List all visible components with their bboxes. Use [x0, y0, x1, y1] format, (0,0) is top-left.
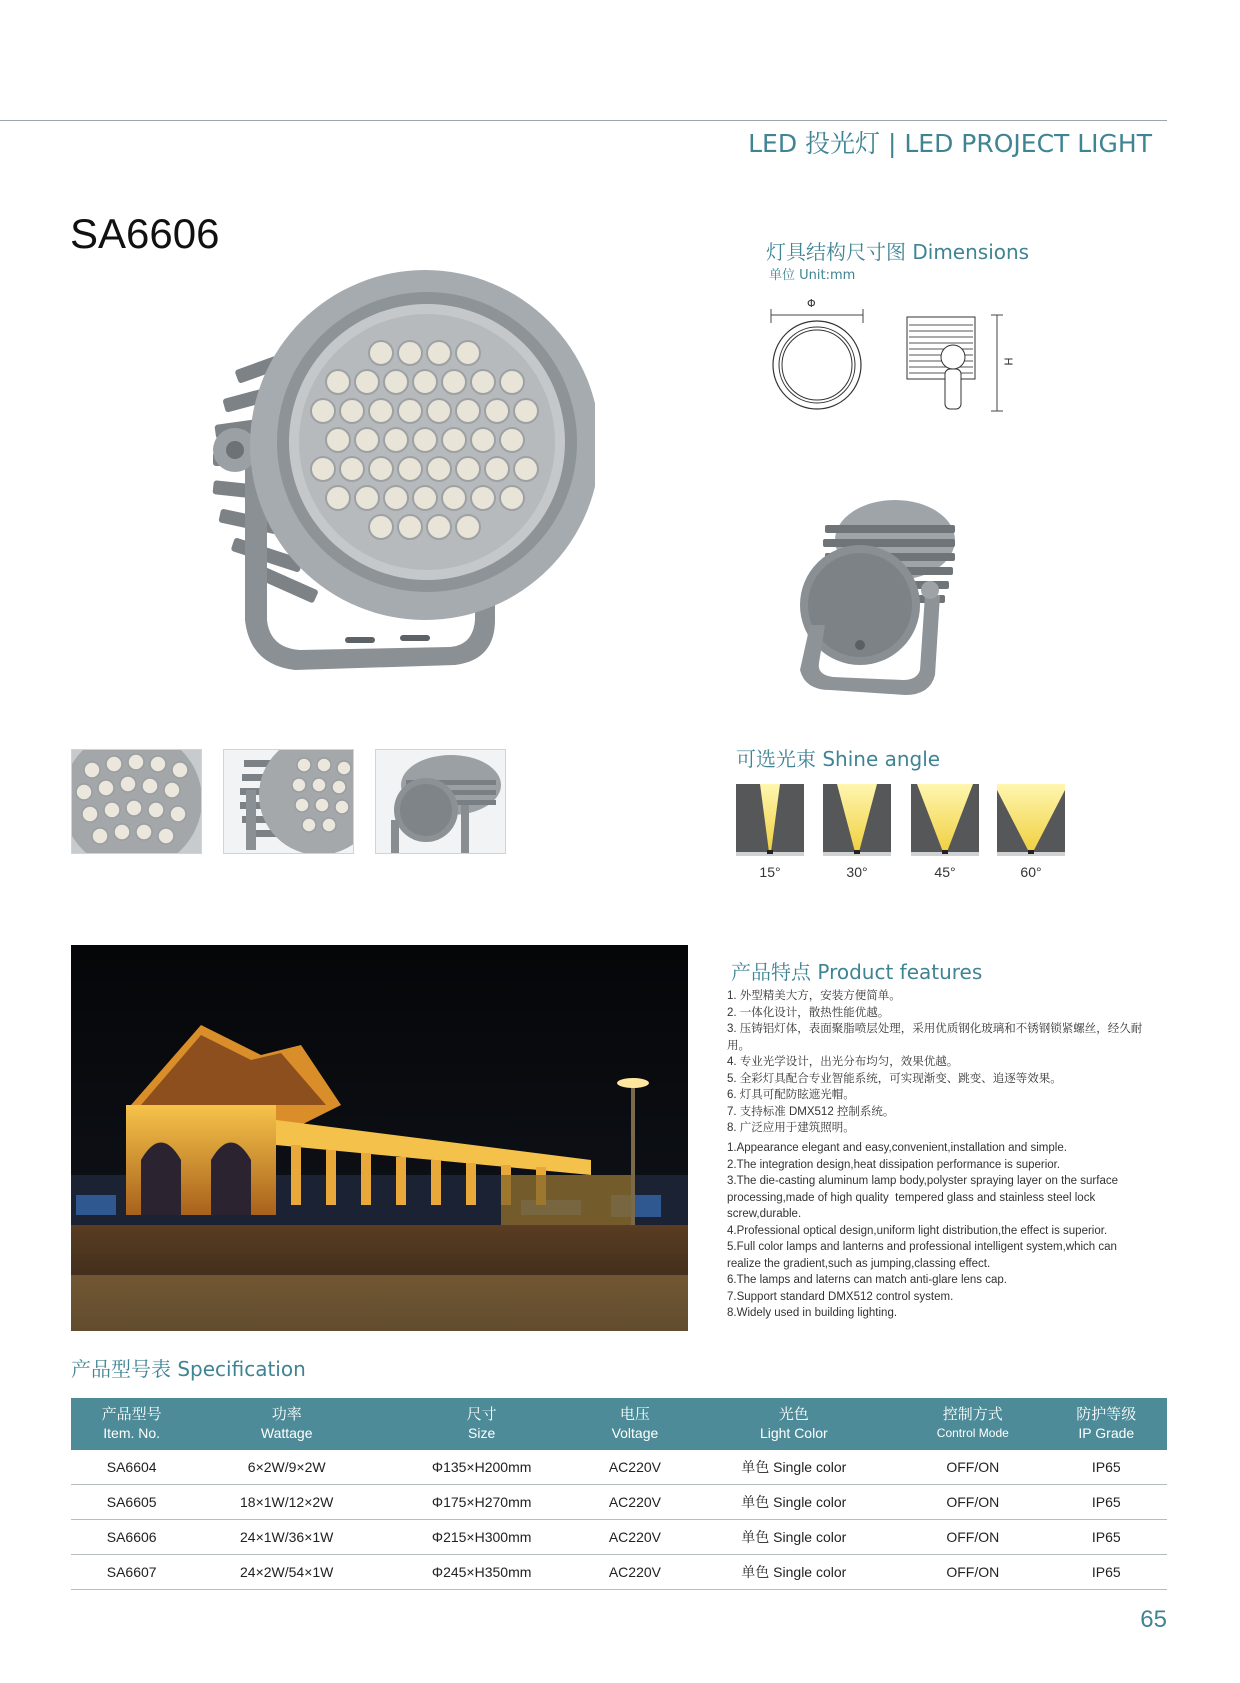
led-lens	[456, 341, 480, 365]
dimensions-drawing	[765, 295, 1025, 415]
led-lens	[355, 370, 379, 394]
specification-title: 产品型号表 Specification	[71, 1357, 306, 1381]
feature-cn-item: 4. 专业光学设计，出光分布均匀，效果优越。	[727, 1056, 959, 1068]
led-lens	[369, 515, 393, 539]
feature-en-item: 2.The integration design,heat dissipation performance is superior.	[727, 1158, 1061, 1171]
led-lens	[442, 428, 466, 452]
led-lens	[384, 428, 408, 452]
spec-cell: SA6605	[71, 1485, 192, 1520]
spec-col-light-color	[688, 1398, 900, 1450]
led-lens	[427, 341, 451, 365]
led-lens	[355, 428, 379, 452]
spec-cell: 单色 Single color	[688, 1555, 900, 1590]
feature-en-item: 5.Full color lamps and lanterns and professional intelligent system,which can realize the gradient,such as jumping,classing effect.	[727, 1241, 1121, 1270]
feature-en-item: 4.Professional optical design,uniform light distribution,the effect is superior.	[727, 1224, 1108, 1237]
spec-col-en: Size	[468, 1425, 496, 1441]
feature-cn-item: 7. 支持标准 DMX512 控制系统。	[727, 1105, 895, 1118]
spec-col-ip-grade	[1046, 1398, 1167, 1450]
header-rule	[0, 120, 1167, 121]
spec-row	[71, 1520, 1167, 1555]
spec-cell: 18×1W/12×2W	[192, 1485, 381, 1520]
led-lens	[326, 486, 350, 510]
features-title: 产品特点 Product features	[731, 960, 983, 984]
spec-cell: OFF/ON	[900, 1555, 1046, 1590]
spec-cell: Φ215×H300mm	[381, 1520, 582, 1555]
led-lens	[485, 457, 509, 481]
led-lens	[500, 486, 524, 510]
led-lens	[471, 370, 495, 394]
beam-label-45: 45°	[934, 864, 956, 880]
spec-col-size	[381, 1398, 582, 1450]
beam-60-icon[interactable]	[997, 784, 1065, 856]
beam-label-60: 60°	[1020, 864, 1042, 880]
feature-cn-item: 5. 全彩灯具配合专业智能系统，可实现渐变、跳变、追逐等效果。	[727, 1072, 1062, 1085]
beam-label-30: 30°	[846, 864, 868, 880]
spec-cell: OFF/ON	[900, 1520, 1046, 1555]
spec-col-en: Light Color	[759, 1425, 828, 1441]
spec-cell: AC220V	[582, 1520, 687, 1555]
page-header-title: LED 投光灯 | LED PROJECT LIGHT	[748, 129, 1152, 158]
dimensions-unit: 单位 Unit:mm	[769, 268, 856, 283]
spec-header-row	[71, 1398, 1167, 1450]
beam-15-icon[interactable]	[736, 784, 804, 856]
spec-row	[71, 1485, 1167, 1520]
spec-col-wattage	[192, 1398, 381, 1450]
spec-row	[71, 1450, 1167, 1485]
page-number: 65	[1140, 1606, 1167, 1633]
spec-row	[71, 1555, 1167, 1590]
spec-cell: IP65	[1046, 1450, 1167, 1485]
spec-cell: Φ135×H200mm	[381, 1450, 582, 1485]
spec-col-en: Voltage	[611, 1425, 659, 1441]
dimensions-title: 灯具结构尺寸图 Dimensions	[766, 240, 1030, 264]
led-lens	[311, 457, 335, 481]
product-main-image	[195, 270, 595, 720]
led-lens	[384, 370, 408, 394]
beam-angle-options	[736, 784, 1066, 888]
led-lens	[514, 399, 538, 423]
led-lens	[340, 399, 364, 423]
dimension-phi-label: Φ	[807, 297, 816, 310]
spec-col-cn: 控制方式	[942, 1406, 1003, 1423]
led-lens	[384, 486, 408, 510]
spec-cell: AC220V	[582, 1485, 687, 1520]
led-lens	[427, 399, 451, 423]
spec-cell: 单色 Single color	[688, 1520, 900, 1555]
feature-cn-item: 8. 广泛应用于建筑照明。	[727, 1122, 855, 1134]
led-lens	[340, 457, 364, 481]
led-lens	[514, 457, 538, 481]
led-lens	[398, 515, 422, 539]
feature-cn-item: 1. 外型精美大方，安装方便简单。	[727, 990, 901, 1002]
feature-en-item: 8.Widely used in building lighting.	[727, 1307, 898, 1319]
spec-col-control-mode	[900, 1398, 1046, 1450]
led-lens	[442, 370, 466, 394]
led-lens	[311, 399, 335, 423]
led-lens	[500, 370, 524, 394]
led-lens	[326, 428, 350, 452]
spec-cell: AC220V	[582, 1555, 687, 1590]
led-lens	[369, 341, 393, 365]
feature-en-item: 7.Support standard DMX512 control system.	[727, 1290, 954, 1303]
spec-cell: 24×2W/54×1W	[192, 1555, 381, 1590]
led-lens	[413, 370, 437, 394]
led-lens	[413, 486, 437, 510]
features-cn-list	[727, 988, 1149, 1137]
led-lens	[471, 486, 495, 510]
feature-cn-item: 2. 一体化设计，散热性能优越。	[727, 1006, 890, 1019]
product-back-image	[785, 485, 965, 710]
spec-cell: IP65	[1046, 1520, 1167, 1555]
feature-en-item: 3.The die-casting aluminum lamp body,polyster spraying layer on the surface processing,made of high quality tempered glass and stainless steel lock screw,durable.	[727, 1175, 1122, 1220]
feature-cn-item: 3. 压铸铝灯体，表面聚脂喷层处理，采用优质钢化玻璃和不锈钢锁紧螺丝，经久耐用。	[727, 1023, 1143, 1052]
feature-en-item: 1.Appearance elegant and easy,convenient,installation and simple.	[727, 1142, 1067, 1154]
led-lens	[398, 341, 422, 365]
product-model: SA6606	[70, 210, 220, 257]
led-lens	[355, 486, 379, 510]
spec-col-item-no	[71, 1398, 192, 1450]
led-lens	[456, 457, 480, 481]
beam-30-icon[interactable]	[823, 784, 891, 856]
application-photo	[71, 945, 688, 1331]
spec-cell: SA6604	[71, 1450, 192, 1485]
led-lens	[456, 399, 480, 423]
spec-col-cn: 光色	[778, 1406, 809, 1423]
beam-label-15: 15°	[759, 864, 781, 880]
features-en-list	[727, 1140, 1152, 1322]
led-lens	[427, 515, 451, 539]
shine-angle-title: 可选光束 Shine angle	[736, 747, 941, 771]
spec-cell: IP65	[1046, 1555, 1167, 1590]
led-lens	[369, 457, 393, 481]
spec-cell: SA6606	[71, 1520, 192, 1555]
spec-cell: 单色 Single color	[688, 1450, 900, 1485]
led-lens	[413, 428, 437, 452]
led-lens	[500, 428, 524, 452]
spec-cell: AC220V	[582, 1450, 687, 1485]
spec-col-cn: 电压	[619, 1406, 650, 1423]
spec-cell: IP65	[1046, 1485, 1167, 1520]
spec-cell: 24×1W/36×1W	[192, 1520, 381, 1555]
led-lens	[326, 370, 350, 394]
product-thumbnail-back[interactable]	[375, 749, 506, 854]
led-lens	[398, 457, 422, 481]
dimension-h-label: H	[1001, 357, 1015, 366]
led-lens	[442, 486, 466, 510]
led-lens	[485, 399, 509, 423]
spec-col-voltage	[582, 1398, 687, 1450]
spec-col-cn: 功率	[271, 1406, 302, 1423]
led-lens	[427, 457, 451, 481]
feature-cn-item: 6. 灯具可配防眩遮光帽。	[727, 1089, 855, 1101]
feature-en-item: 6.The lamps and laterns can match anti-glare lens cap.	[727, 1274, 1007, 1286]
spec-col-en: Item. No.	[103, 1425, 161, 1441]
spec-cell: 单色 Single color	[688, 1485, 900, 1520]
spec-col-cn: 产品型号	[101, 1406, 162, 1423]
spec-col-en: IP Grade	[1078, 1425, 1135, 1441]
product-thumbnail-side[interactable]	[223, 749, 354, 854]
spec-cell: OFF/ON	[900, 1485, 1046, 1520]
led-lens	[456, 515, 480, 539]
product-thumbnail-front[interactable]	[71, 749, 202, 854]
spec-col-en: Control Mode	[936, 1426, 1009, 1440]
spec-cell: 6×2W/9×2W	[192, 1450, 381, 1485]
spec-cell: Φ245×H350mm	[381, 1555, 582, 1590]
led-lens	[369, 399, 393, 423]
led-lens	[471, 428, 495, 452]
spec-col-cn: 防护等级	[1076, 1406, 1137, 1423]
spec-cell: OFF/ON	[900, 1450, 1046, 1485]
specification-table	[71, 1398, 1167, 1590]
spec-cell: Φ175×H270mm	[381, 1485, 582, 1520]
led-lens	[398, 399, 422, 423]
beam-45-icon[interactable]	[911, 784, 979, 856]
spec-col-cn: 尺寸	[466, 1406, 497, 1423]
spec-col-en: Wattage	[260, 1425, 313, 1441]
spec-cell: SA6607	[71, 1555, 192, 1590]
